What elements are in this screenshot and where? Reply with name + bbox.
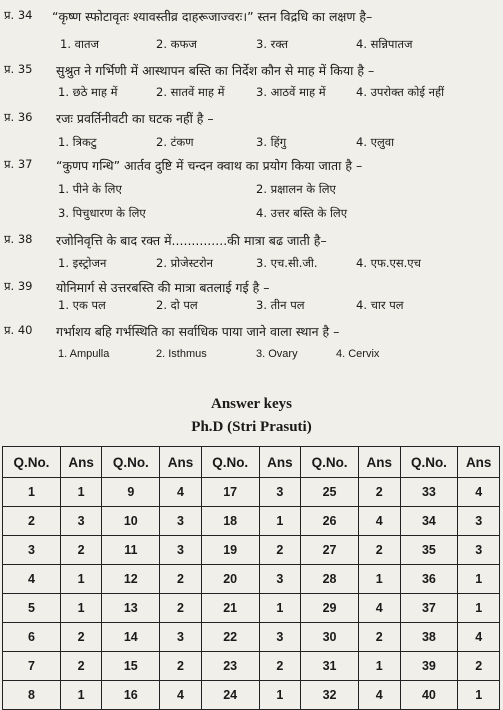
table-cell: 1 (359, 652, 400, 681)
table-cell: 28 (301, 565, 359, 594)
answer-keys-subheading: Ph.D (Stri Prasuti) (191, 419, 312, 435)
table-cell: 2 (359, 478, 400, 507)
question-text: “कृष्ण स्फोटावृतः श्यावस्तीव्र दाहरूजाज्वरः।” स्तन विद्रधि का लक्षण है– (52, 9, 373, 24)
table-cell: 2 (160, 594, 201, 623)
table-cell: 1 (259, 681, 300, 710)
column-header: Ans (160, 447, 201, 478)
column-header: Ans (259, 447, 300, 478)
table-cell: 5 (3, 594, 61, 623)
table-cell: 3 (259, 623, 300, 652)
table-cell: 10 (102, 507, 160, 536)
table-cell: 39 (400, 652, 458, 681)
table-cell: 1 (359, 565, 400, 594)
question-text: रजोनिवृत्ति के बाद रक्त में..............की मात्रा बढ जाती है– (56, 233, 327, 248)
table-cell: 4 (359, 507, 400, 536)
table-cell: 30 (301, 623, 359, 652)
column-header: Q.No. (301, 447, 359, 478)
question-number: प्र. 36 (4, 110, 33, 124)
table-row (3, 623, 500, 652)
column-header: Q.No. (201, 447, 259, 478)
table-cell: 38 (400, 623, 458, 652)
table-cell: 2 (60, 623, 101, 652)
option-1: 1. इस्ट्रोजन (58, 256, 107, 270)
table-cell: 4 (458, 623, 500, 652)
table-cell: 3 (160, 623, 201, 652)
option-2: 2. टंकण (156, 135, 194, 149)
option-1: 1. पीने के लिए (58, 182, 122, 196)
table-cell: 25 (301, 478, 359, 507)
option-2: 2. सातवें माह में (156, 85, 225, 99)
table-cell: 21 (201, 594, 259, 623)
option-4: 4. Cervix (336, 348, 380, 360)
option-4: 4. उत्तर बस्ति के लिए (256, 206, 348, 220)
option-1: 1. त्रिकटु (58, 135, 97, 149)
option-4: 4. उपरोक्त कोई नहीं (356, 85, 445, 99)
table-cell: 26 (301, 507, 359, 536)
question-number: प्र. 40 (4, 323, 33, 337)
option-4: 4. एलुवा (356, 135, 395, 149)
table-row (3, 536, 500, 565)
table-cell: 3 (259, 478, 300, 507)
column-header: Ans (60, 447, 101, 478)
option-3: 3. रक्त (256, 37, 289, 51)
table-cell: 13 (102, 594, 160, 623)
table-cell: 3 (259, 565, 300, 594)
table-cell: 2 (160, 652, 201, 681)
table-cell: 2 (458, 652, 500, 681)
answer-keys-heading: Answer keys (211, 396, 292, 412)
table-cell: 27 (301, 536, 359, 565)
table-cell: 3 (3, 536, 61, 565)
option-4: 4. एफ.एस.एच (356, 256, 421, 270)
table-cell: 11 (102, 536, 160, 565)
table-cell: 7 (3, 652, 61, 681)
table-row (3, 565, 500, 594)
table-cell: 2 (359, 536, 400, 565)
table-row (3, 507, 500, 536)
table-cell: 3 (458, 536, 500, 565)
column-header: Ans (359, 447, 400, 478)
option-2: 2. प्रोजेस्टरोन (156, 256, 214, 270)
question-text: गर्भाशय बहि गर्भस्थिति का सर्वाधिक पाया जाने वाला स्थान है – (56, 324, 340, 339)
answer-key-table (2, 446, 500, 710)
table-cell: 4 (458, 478, 500, 507)
table-cell: 31 (301, 652, 359, 681)
table-cell: 1 (60, 681, 101, 710)
table-header-row (3, 447, 500, 478)
table-cell: 33 (400, 478, 458, 507)
table-cell: 1 (458, 565, 500, 594)
table-cell: 2 (60, 652, 101, 681)
table-cell: 1 (458, 681, 500, 710)
column-header: Ans (458, 447, 500, 478)
option-4: 4. सन्निपातज (356, 37, 413, 51)
table-cell: 17 (201, 478, 259, 507)
table-cell: 1 (259, 507, 300, 536)
table-cell: 15 (102, 652, 160, 681)
table-cell: 23 (201, 652, 259, 681)
option-3: 3. आठवें माह में (256, 85, 326, 99)
option-2: 2. दो पल (156, 298, 198, 312)
table-cell: 1 (458, 594, 500, 623)
table-cell: 4 (3, 565, 61, 594)
table-row (3, 594, 500, 623)
option-3: 3. हिंगु (256, 135, 287, 149)
option-4: 4. चार पल (356, 298, 404, 312)
question-text: सुश्रुत ने गर्भिणी में आस्थापन बस्ति का निर्देश कौन से माह में किया है – (56, 63, 375, 78)
table-cell: 4 (359, 681, 400, 710)
question-number: प्र. 39 (4, 279, 33, 293)
question-text: रजः प्रवर्तिनीवटी का घटक नहीं है – (56, 111, 214, 126)
question-text: “कुणप गन्धि” आर्तव दुष्टि में चन्दन क्वाथ का प्रयोग किया जाता है – (56, 158, 363, 173)
table-cell: 1 (60, 594, 101, 623)
table-cell: 36 (400, 565, 458, 594)
table-cell: 35 (400, 536, 458, 565)
table-cell: 4 (160, 478, 201, 507)
table-cell: 2 (359, 623, 400, 652)
table-row (3, 681, 500, 710)
table-cell: 2 (259, 652, 300, 681)
option-1: 1. एक पल (58, 298, 106, 312)
table-cell: 12 (102, 565, 160, 594)
table-cell: 2 (3, 507, 61, 536)
table-cell: 3 (160, 507, 201, 536)
table-cell: 6 (3, 623, 61, 652)
table-cell: 37 (400, 594, 458, 623)
table-cell: 9 (102, 478, 160, 507)
table-cell: 3 (458, 507, 500, 536)
table-cell: 1 (60, 565, 101, 594)
table-cell: 24 (201, 681, 259, 710)
option-2: 2. कफज (156, 37, 197, 51)
table-cell: 1 (259, 594, 300, 623)
table-cell: 29 (301, 594, 359, 623)
table-cell: 20 (201, 565, 259, 594)
table-cell: 32 (301, 681, 359, 710)
table-cell: 2 (259, 536, 300, 565)
table-cell: 3 (60, 507, 101, 536)
option-3: 3. Ovary (256, 348, 298, 360)
table-cell: 19 (201, 536, 259, 565)
table-cell: 34 (400, 507, 458, 536)
table-cell: 2 (160, 565, 201, 594)
column-header: Q.No. (102, 447, 160, 478)
table-cell: 4 (160, 681, 201, 710)
table-cell: 8 (3, 681, 61, 710)
option-3: 3. पिचुधारण के लिए (58, 206, 146, 220)
option-2: 2. Isthmus (156, 348, 207, 360)
option-1: 1. छठे माह में (58, 85, 118, 99)
table-cell: 2 (60, 536, 101, 565)
table-cell: 16 (102, 681, 160, 710)
column-header: Q.No. (400, 447, 458, 478)
table-row (3, 652, 500, 681)
question-number: प्र. 38 (4, 232, 33, 246)
table-cell: 1 (3, 478, 61, 507)
column-header: Q.No. (3, 447, 61, 478)
question-text: योनिमार्ग से उत्तरबस्ति की मात्रा बतलाई गई है – (56, 280, 270, 295)
table-cell: 18 (201, 507, 259, 536)
table-cell: 3 (160, 536, 201, 565)
option-2: 2. प्रक्षालन के लिए (256, 182, 336, 196)
table-cell: 22 (201, 623, 259, 652)
option-1: 1. वातज (60, 37, 100, 51)
option-3: 3. एच.सी.जी. (256, 256, 318, 270)
option-1: 1. Ampulla (58, 348, 110, 360)
option-3: 3. तीन पल (256, 298, 305, 312)
table-row (3, 478, 500, 507)
table-cell: 14 (102, 623, 160, 652)
question-number: प्र. 35 (4, 62, 33, 76)
table-cell: 40 (400, 681, 458, 710)
question-number: प्र. 34 (4, 8, 33, 22)
table-cell: 1 (60, 478, 101, 507)
table-cell: 4 (359, 594, 400, 623)
question-number: प्र. 37 (4, 157, 33, 171)
